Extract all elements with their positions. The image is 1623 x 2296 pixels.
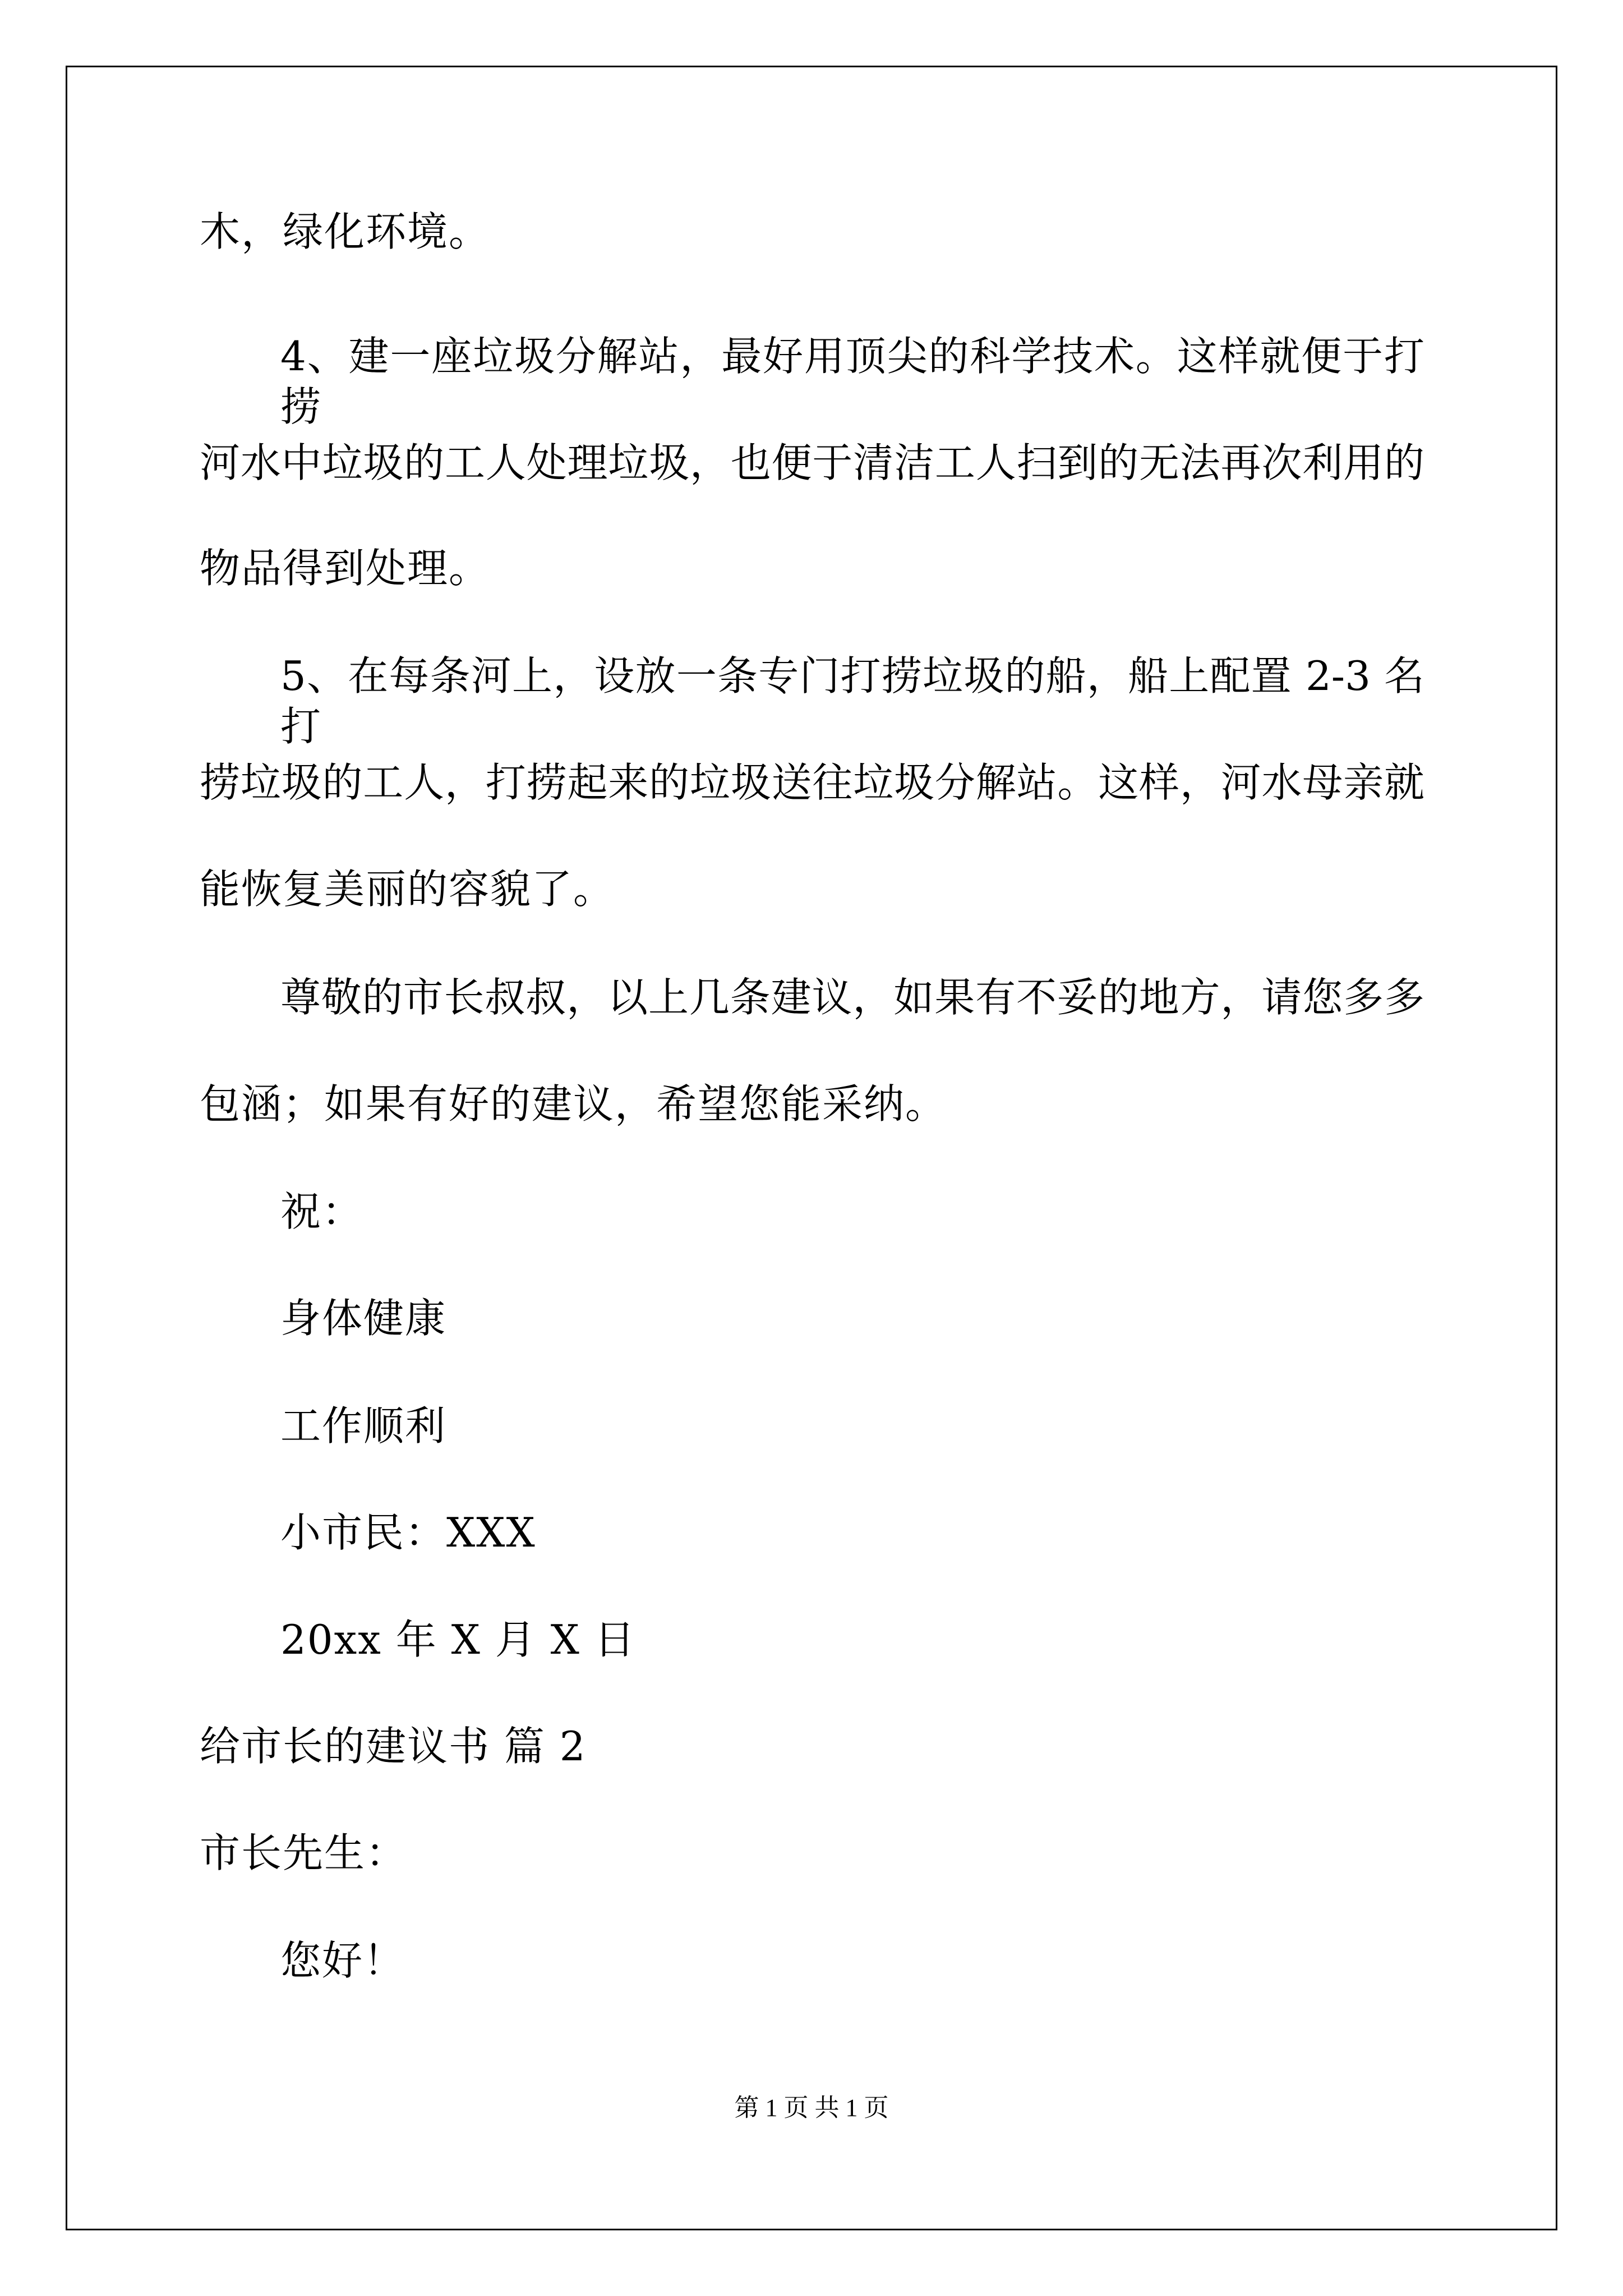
text-line-16: 市长先生：	[200, 1829, 408, 1876]
text-line-12: 工作顺利	[280, 1402, 447, 1450]
text-line-9: 包涵；如果有好的建议，希望您能采纳。	[200, 1080, 947, 1128]
text-line-4: 物品得到处理。	[200, 545, 491, 592]
text-line-15: 给市长的建议书 篇 2	[200, 1723, 587, 1770]
text-line-17: 您好！	[280, 1937, 405, 1984]
text-line-13: 小市民：XXX	[280, 1509, 536, 1556]
text-line-10: 祝：	[280, 1188, 364, 1235]
text-line-2: 4、建一座垃圾分解站，最好用顶尖的科学技术。这样就便于打捞	[280, 333, 1424, 430]
page-footer: 第 1 页 共 1 页	[734, 2094, 889, 2122]
text-line-14: 20xx 年 X 月 X 日	[280, 1616, 636, 1663]
text-line-11: 身体健康	[280, 1295, 447, 1342]
text-line-3: 河水中垃圾的工人处理垃圾，也便于清洁工人扫到的无法再次利用的	[200, 439, 1424, 486]
text-line-5: 5、在每条河上，设放一条专门打捞垃圾的船，船上配置 2-3 名打	[280, 652, 1424, 750]
text-line-1: 木，绿化环境。	[200, 208, 491, 255]
text-line-6: 捞垃圾的工人，打捞起来的垃圾送往垃圾分解站。这样，河水母亲就	[200, 759, 1424, 806]
text-line-8: 尊敬的市长叔叔，以上几条建议，如果有不妥的地方，请您多多	[280, 974, 1424, 1021]
text-line-7: 能恢复美丽的容貌了。	[200, 866, 615, 913]
